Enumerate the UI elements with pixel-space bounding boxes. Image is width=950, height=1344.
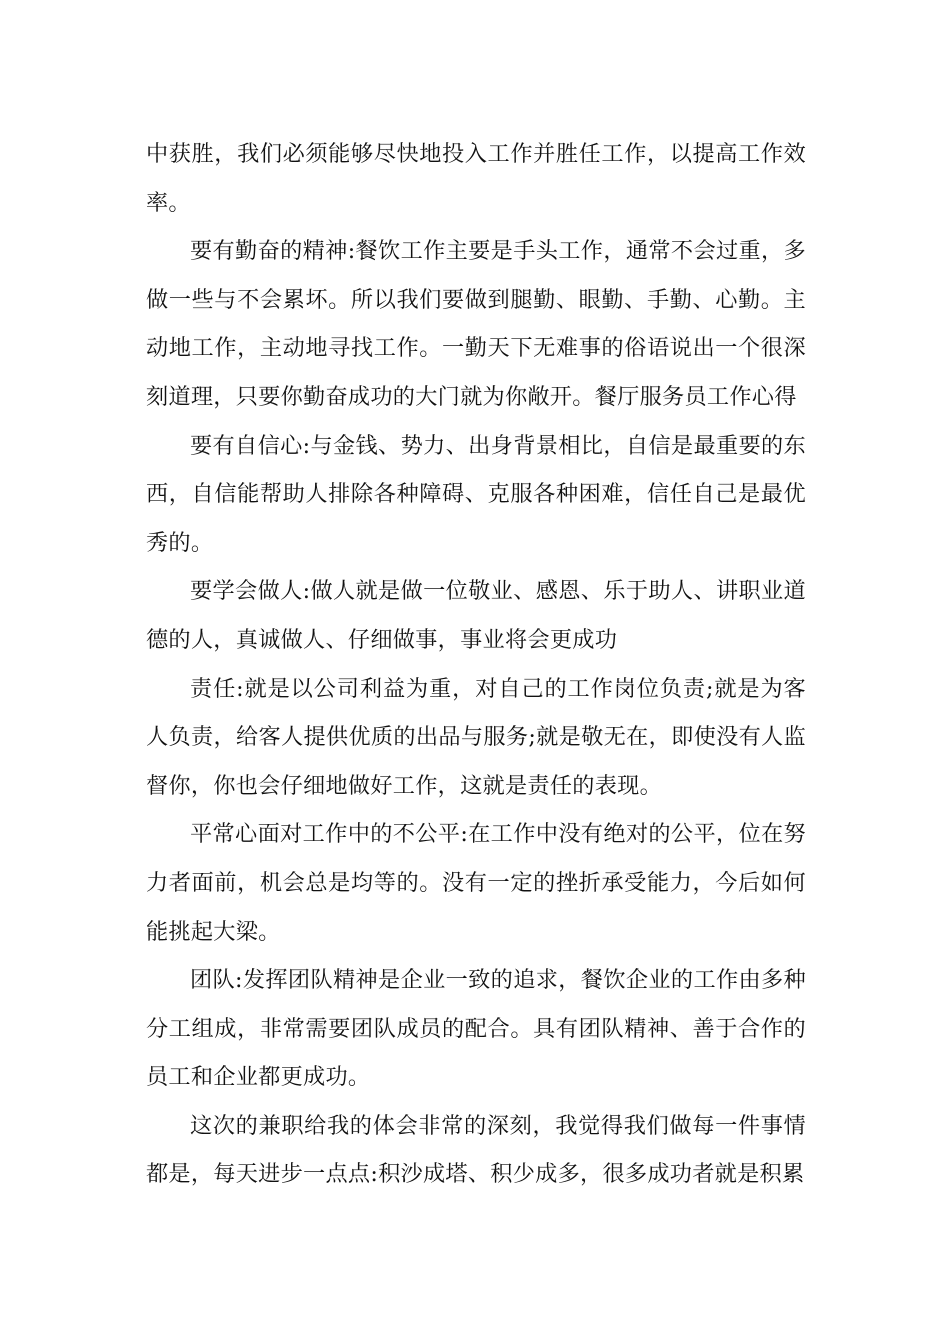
paragraph-2: 要有勤奋的精神:餐饮工作主要是手头工作，通常不会过重，多做一些与不会累坏。所以我们要做到腿勤、眼勤、手勤、心勤。主动地工作，主动地寻找工作。一勤天下无难事的俗语说出一个很深刻道理，只要你勤奋成功的大门就为你敞开。餐厅服务员工作心得: [146, 238, 806, 410]
paragraph-4: 要学会做人:做人就是做一位敬业、感恩、乐于助人、讲职业道德的人，真诚做人、仔细做事，事业将会更成功: [146, 578, 806, 653]
paragraph-8: 这次的兼职给我的体会非常的深刻，我觉得我们做每一件事情都是，每天进步一点点:积沙成塔、积少成多，很多成功者就是积累: [146, 1112, 806, 1188]
paragraph-6: 平常心面对工作中的不公平:在工作中没有绝对的公平，位在努力者面前，机会总是均等的。没有一定的挫折承受能力，今后如何能挑起大梁。: [146, 821, 806, 945]
paragraph-5: 责任:就是以公司利益为重，对自己的工作岗位负责;就是为客人负责，给客人提供优质的出品与服务;就是敬无在，即使没有人监督你，你也会仔细地做好工作，这就是责任的表现。: [146, 675, 806, 799]
paragraph-7: 团队:发挥团队精神是企业一致的追求，餐饮企业的工作由多种分工组成，非常需要团队成员的配合。具有团队精神、善于合作的员工和企业都更成功。: [146, 967, 806, 1091]
paragraph-3: 要有自信心:与金钱、势力、出身背景相比，自信是最重要的东西，自信能帮助人排除各种障碍、克服各种困难，信任自己是最优秀的。: [146, 432, 806, 556]
document-page: [146, 130, 806, 1199]
paragraph-1: 中获胜，我们必须能够尽快地投入工作并胜任工作，以提高工作效率。: [146, 141, 806, 216]
